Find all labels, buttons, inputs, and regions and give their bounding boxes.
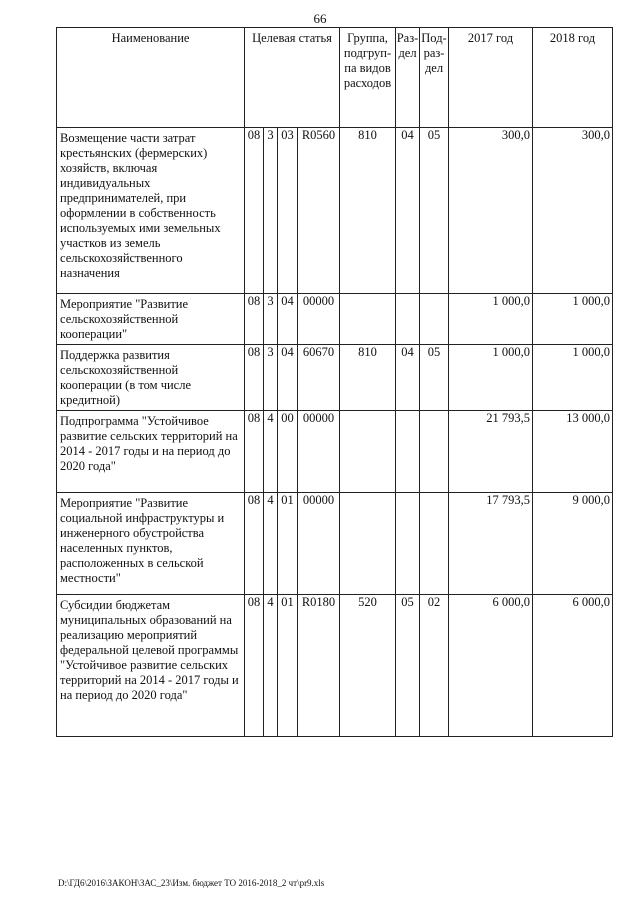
- subsection: 05: [420, 128, 449, 294]
- code-program: 08: [245, 294, 264, 345]
- code-program: 08: [245, 128, 264, 294]
- code-direction: R0180: [298, 595, 340, 737]
- table-row: [57, 595, 613, 737]
- code-subprogram: 4: [264, 411, 278, 493]
- row-name: Возмещение части затрат крестьянских (фермерских) хозяйств, включая индивидуальных предпринимателей, при оформлении в собственность используемых ими земельных участков из земель сельскохозяйственного назначения: [57, 128, 245, 294]
- amount-2017: 17 793,5: [449, 493, 533, 595]
- code-subprogram: 4: [264, 595, 278, 737]
- code-direction: 00000: [298, 493, 340, 595]
- code-subprogram: 3: [264, 128, 278, 294]
- table-header-row: [57, 28, 613, 128]
- code-event: 04: [278, 294, 298, 345]
- code-event: 03: [278, 128, 298, 294]
- code-direction: R0560: [298, 128, 340, 294]
- code-direction: 00000: [298, 294, 340, 345]
- file-path-footer: D:\ГД6\2016\ЗАКОН\ЗАС_23\Изм. бюджет ТО 2016-2018_2 чт\pr9.xls: [58, 878, 325, 888]
- header-2018: 2018 год: [533, 28, 613, 128]
- amount-2018: 1 000,0: [533, 294, 613, 345]
- expense-group: [340, 294, 396, 345]
- amount-2018: 300,0: [533, 128, 613, 294]
- subsection: 05: [420, 345, 449, 411]
- expense-group: [340, 411, 396, 493]
- subsection: 02: [420, 595, 449, 737]
- header-target: Целевая статья: [245, 28, 340, 128]
- table-row: [57, 294, 613, 345]
- row-name: Поддержка развития сельскохозяйственной кооперации (в том числе кредитной): [57, 345, 245, 411]
- amount-2017: 1 000,0: [449, 345, 533, 411]
- amount-2018: 1 000,0: [533, 345, 613, 411]
- subsection: [420, 411, 449, 493]
- code-program: 08: [245, 411, 264, 493]
- code-subprogram: 3: [264, 294, 278, 345]
- row-name: Субсидии бюджетам муниципальных образований на реализацию мероприятий федеральной целевой программы "Устойчивое развитие сельских территорий на 2014 - 2017 годы и на период до 2020 года": [57, 595, 245, 737]
- table-row: [57, 411, 613, 493]
- code-event: 01: [278, 493, 298, 595]
- header-name: Наименование: [57, 28, 245, 128]
- amount-2018: 6 000,0: [533, 595, 613, 737]
- amount-2017: 6 000,0: [449, 595, 533, 737]
- amount-2018: 13 000,0: [533, 411, 613, 493]
- code-program: 08: [245, 345, 264, 411]
- section: 04: [396, 128, 420, 294]
- code-program: 08: [245, 493, 264, 595]
- header-subsection: Под-раз-дел: [420, 28, 449, 128]
- table-row: [57, 128, 613, 294]
- expense-group: [340, 493, 396, 595]
- subsection: [420, 493, 449, 595]
- code-subprogram: 4: [264, 493, 278, 595]
- expense-group: 810: [340, 128, 396, 294]
- code-direction: 00000: [298, 411, 340, 493]
- header-2017: 2017 год: [449, 28, 533, 128]
- row-name: Мероприятие "Развитие социальной инфраструктуры и инженерного обустройства населенных пунктов, расположенных в сельской местности": [57, 493, 245, 595]
- row-name: Подпрограмма "Устойчивое развитие сельских территорий на 2014 - 2017 годы и на период до 2020 года": [57, 411, 245, 493]
- code-event: 01: [278, 595, 298, 737]
- code-subprogram: 3: [264, 345, 278, 411]
- table-row: [57, 345, 613, 411]
- header-section: Раз-дел: [396, 28, 420, 128]
- amount-2017: 300,0: [449, 128, 533, 294]
- page-number: 66: [313, 11, 327, 26]
- section: [396, 493, 420, 595]
- code-direction: 60670: [298, 345, 340, 411]
- amount-2017: 21 793,5: [449, 411, 533, 493]
- amount-2017: 1 000,0: [449, 294, 533, 345]
- header-group: Группа, подгруп-па видов расходов: [340, 28, 396, 128]
- table-row: [57, 493, 613, 595]
- section: [396, 294, 420, 345]
- expense-group: 520: [340, 595, 396, 737]
- row-name: Мероприятие "Развитие сельскохозяйственной кооперации": [57, 294, 245, 345]
- section: 05: [396, 595, 420, 737]
- code-program: 08: [245, 595, 264, 737]
- code-event: 04: [278, 345, 298, 411]
- section: [396, 411, 420, 493]
- budget-table: [56, 27, 613, 737]
- expense-group: 810: [340, 345, 396, 411]
- amount-2018: 9 000,0: [533, 493, 613, 595]
- code-event: 00: [278, 411, 298, 493]
- section: 04: [396, 345, 420, 411]
- subsection: [420, 294, 449, 345]
